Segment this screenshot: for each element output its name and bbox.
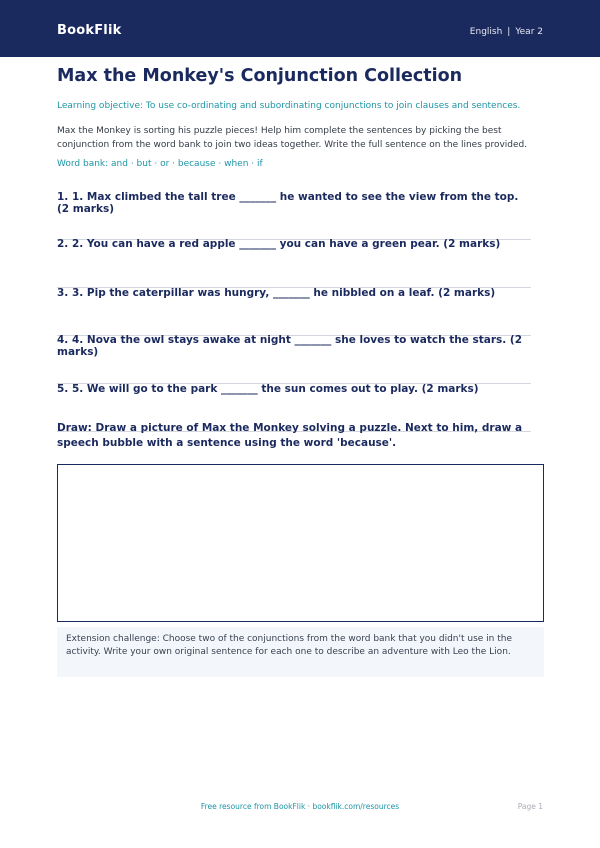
question-5: 5. 5. We will go to the park _______ the sun comes out to play. (2 marks) bbox=[57, 383, 479, 395]
learning-objective: Learning objective: To use co-ordinating and subordinating conjunctions to join clauses and sentences. bbox=[57, 101, 521, 111]
meta-separator: | bbox=[507, 27, 511, 37]
intro-paragraph: Max the Monkey is sorting his puzzle pieces! Help him complete the sentences by picking the best conjunction from the word bank to join two ideas together. Write the full sentence on the lines provided. bbox=[57, 126, 528, 150]
subject-year-label bbox=[470, 27, 543, 37]
extension-challenge: Extension challenge: Choose two of the conjunctions from the word bank that you didn't use in the activity. Write your own original sentence for each one to describe an adventure with Leo the Lion. bbox=[57, 627, 544, 677]
footer-link[interactable]: Free resource from BookFlik · bookflik.com/resources bbox=[200, 802, 400, 811]
drawing-area[interactable] bbox=[57, 464, 544, 622]
question-1: 1. 1. Max climbed the tall tree _______ he wanted to see the view from the top. (2 marks) bbox=[57, 191, 519, 215]
question-2: 2. 2. You can have a red apple _______ you can have a green pear. (2 marks) bbox=[57, 238, 501, 250]
year-label: Year 2 bbox=[515, 27, 543, 37]
header-bar bbox=[0, 0, 600, 57]
subject-label: English bbox=[469, 27, 503, 37]
page-number: Page 1 bbox=[517, 802, 543, 811]
brand-logo-text[interactable]: BookFlik bbox=[57, 23, 122, 38]
question-3: 3. 3. Pip the caterpillar was hungry, _______ he nibbled on a leaf. (2 marks) bbox=[57, 287, 496, 299]
draw-prompt: Draw: Draw a picture of Max the Monkey solving a puzzle. Next to him, draw a speech bubble with a sentence using the word 'because'. bbox=[57, 422, 523, 449]
word-bank: Word bank: and · but · or · because · when · if bbox=[57, 159, 263, 169]
worksheet-title: Max the Monkey's Conjunction Collection bbox=[57, 66, 463, 86]
question-4: 4. 4. Nova the owl stays awake at night _______ she loves to watch the stars. (2 marks) bbox=[57, 334, 522, 358]
